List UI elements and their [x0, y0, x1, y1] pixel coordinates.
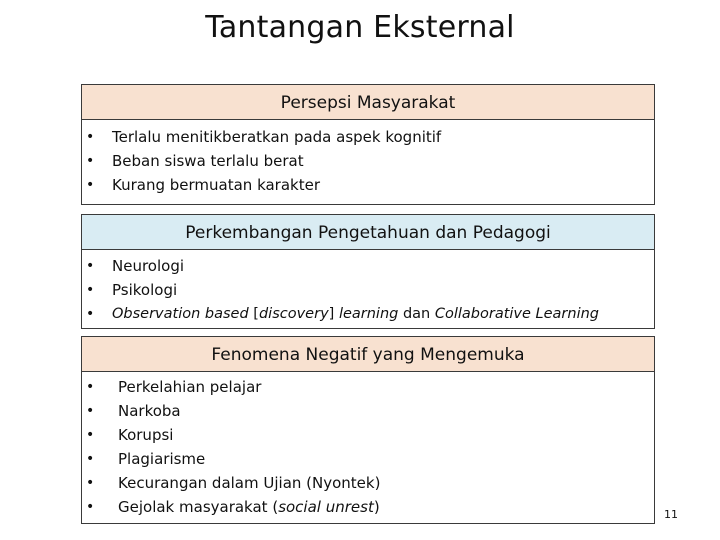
bullet-list-persepsi: [82, 125, 654, 197]
text-normal: ): [373, 498, 380, 516]
section-heading-persepsi: Persepsi Masyarakat: [81, 84, 655, 120]
bullet-marker: •: [86, 427, 95, 443]
section-box-perkembangan: [81, 249, 655, 329]
text-normal: Gejolak masyarakat (: [118, 498, 279, 516]
list-item: [82, 125, 654, 149]
list-item-text: Korupsi: [118, 426, 174, 444]
text-italic: social unrest: [278, 498, 374, 516]
list-item-text: Kecurangan dalam Ujian (Nyontek): [118, 474, 381, 492]
bullet-marker: •: [86, 475, 95, 491]
bullet-marker: •: [86, 129, 95, 145]
list-item: [82, 254, 654, 278]
page-number: 11: [664, 508, 678, 521]
text-normal: ]: [328, 306, 339, 322]
list-item: [82, 375, 654, 399]
section-box-fenomena: [81, 371, 655, 524]
list-item: [82, 399, 654, 423]
list-item-text: Beban siswa terlalu berat: [112, 152, 304, 170]
section-heading-perkembangan: Perkembangan Pengetahuan dan Pedagogi: [81, 214, 655, 250]
list-item: [82, 278, 654, 302]
bullet-marker: •: [86, 282, 95, 298]
section-heading-fenomena: Fenomena Negatif yang Mengemuka: [81, 336, 655, 372]
text-italic: Observation based: [112, 306, 254, 322]
list-item: [82, 149, 654, 173]
list-item: [82, 173, 654, 197]
list-item: [82, 471, 654, 495]
list-item-text: Kurang bermuatan karakter: [112, 176, 321, 194]
list-item-text: [118, 495, 380, 519]
bullet-marker: •: [86, 499, 95, 515]
bullet-marker: •: [86, 306, 95, 322]
section-box-persepsi: [81, 119, 655, 205]
list-item-text: Narkoba: [118, 402, 181, 420]
text-italic: discovery: [258, 306, 329, 322]
text-normal: dan: [402, 306, 435, 322]
list-item: [82, 447, 654, 471]
list-item: [82, 423, 654, 447]
list-item: [82, 495, 654, 519]
list-item-text: Perkelahian pelajar: [118, 378, 262, 396]
bullet-marker: •: [86, 153, 95, 169]
list-item-text: Psikologi: [112, 281, 178, 299]
bullet-marker: •: [86, 451, 95, 467]
list-item-text: Plagiarisme: [118, 450, 206, 468]
list-item-text: [112, 302, 599, 326]
list-item: [82, 302, 654, 326]
list-item-text: Terlalu menitikberatkan pada aspek kognitif: [112, 128, 442, 146]
text-italic: Collaborative Learning: [434, 306, 600, 322]
bullet-marker: •: [86, 403, 95, 419]
text-italic: learning: [338, 306, 403, 322]
bullet-list-perkembangan: [82, 254, 654, 326]
bullet-marker: •: [86, 258, 95, 274]
bullet-marker: •: [86, 177, 95, 193]
list-item-text: Neurologi: [112, 257, 185, 275]
bullet-marker: •: [86, 379, 95, 395]
slide-title: Tantangan Eksternal: [205, 10, 515, 45]
bullet-list-fenomena: [82, 375, 654, 519]
text-normal: [: [253, 306, 259, 322]
